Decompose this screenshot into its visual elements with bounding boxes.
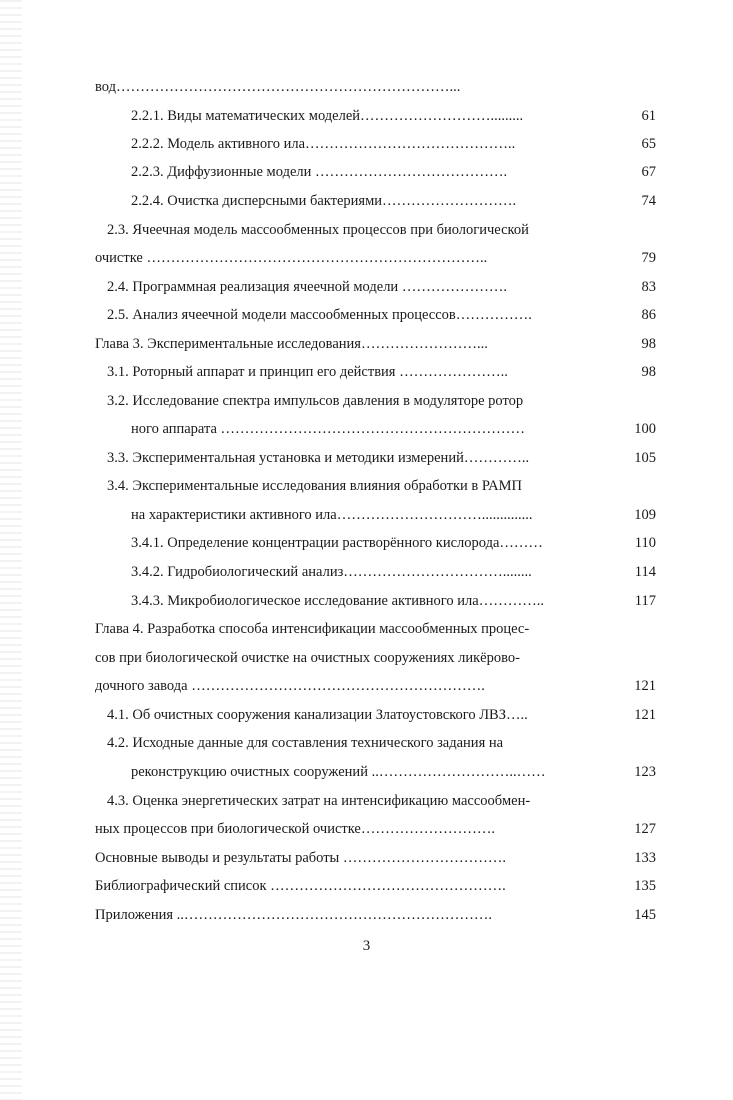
toc-entry-text: 4.1. Об очистных сооружения канализации Златоустовского ЛВЗ….. (107, 707, 528, 723)
toc-entry-page: 98 (641, 364, 656, 380)
toc-entry-page: 61 (641, 108, 656, 124)
toc-entry-text: очистке …………………………………………………………….. (95, 250, 488, 266)
toc-entry[interactable] (131, 133, 656, 155)
toc-entry[interactable] (131, 561, 656, 583)
toc-entry-page: 110 (634, 535, 656, 551)
toc-entry-text: Основные выводы и результаты работы ……………………………. (95, 850, 507, 866)
toc-entry[interactable] (107, 704, 656, 726)
toc-entry-page: 79 (641, 250, 656, 266)
toc-entry-page: 123 (634, 764, 656, 780)
toc-entry-text: на характеристики активного ила………………………….............. (131, 507, 533, 523)
toc-entry-text: Глава 3. Экспериментальные исследования……………………... (95, 336, 488, 352)
toc-entry-text: ного аппарата ……………………………………………………… (131, 421, 526, 437)
toc-entry[interactable] (131, 590, 656, 612)
toc-entry-text: 3.4.2. Гидробиологический анализ……………………………........ (131, 564, 532, 580)
toc-entry[interactable] (107, 447, 656, 469)
toc-entry-page: 67 (641, 164, 656, 180)
toc-line-text: 4.3. Оценка энергетических затрат на интенсификацию массообмен- (107, 793, 531, 809)
toc-entry-page: 133 (634, 850, 656, 866)
toc-line (0, 390, 733, 412)
toc-entry[interactable] (95, 675, 656, 697)
toc-entry[interactable] (95, 847, 656, 869)
toc-line (0, 219, 733, 241)
toc-line-text: 2.3. Ячеечная модель массообменных процессов при биологической (107, 222, 529, 238)
toc-entry-page: 127 (634, 821, 656, 837)
toc-entry-page: 98 (641, 336, 656, 352)
toc-entry-page: 135 (634, 878, 656, 894)
toc-line-text: 3.4. Экспериментальные исследования влияния обработки в РАМП (107, 478, 522, 494)
toc-entry-text: дочного завода ……………………………………………………. (95, 678, 485, 694)
toc-entry[interactable] (131, 532, 656, 554)
toc-entry[interactable] (131, 418, 656, 440)
toc-entry-text: реконструкцию очистных сооружений ..………………………..…… (131, 764, 546, 780)
toc-entry-text: Приложения ..………………………………………………………. (95, 907, 493, 923)
toc-entry-page: 100 (634, 421, 656, 437)
toc-entry-page: 121 (634, 707, 656, 723)
toc-entry-page: 74 (641, 193, 656, 209)
toc-entry[interactable] (95, 247, 656, 269)
toc-entry-page: 86 (641, 307, 656, 323)
toc-entry-text: Библиографический список …………………………………………. (95, 878, 506, 894)
toc-entry-text: 2.2.2. Модель активного ила…………………………………….. (131, 136, 516, 152)
toc-entry[interactable] (95, 333, 656, 355)
toc-entry-page: 121 (634, 678, 656, 694)
toc-entry-text: 3.3. Экспериментальная установка и методики измерений………….. (107, 450, 530, 466)
toc-entry[interactable] (95, 818, 656, 840)
toc-entry[interactable] (131, 504, 656, 526)
toc-entry-text: 2.5. Анализ ячеечной модели массообменных процессов……………. (107, 307, 532, 323)
toc-entry[interactable] (131, 105, 656, 127)
toc-entry-page: 105 (634, 450, 656, 466)
toc-line (0, 647, 733, 669)
toc-entry-text: 3.1. Роторный аппарат и принцип его действия ………………….. (107, 364, 508, 380)
toc-entry-page: 114 (634, 564, 656, 580)
toc-line-text: 3.2. Исследование спектра импульсов давления в модуляторе ротор (107, 393, 524, 409)
toc-entry-text: 2.2.3. Диффузионные модели …………………………………. (131, 164, 508, 180)
toc-entry-page: 145 (634, 907, 656, 923)
toc-entry[interactable] (95, 904, 656, 926)
toc-line-text: 4.2. Исходные данные для составления технического задания на (107, 735, 504, 751)
toc-line (0, 732, 733, 754)
toc-line (0, 76, 733, 98)
toc-entry[interactable] (107, 276, 656, 298)
toc-entry[interactable] (131, 761, 656, 783)
toc-entry-page: 83 (641, 279, 656, 295)
page-number: 3 (362, 938, 371, 954)
toc-line (0, 790, 733, 812)
toc-entry-page: 109 (634, 507, 656, 523)
toc-entry-text: 3.4.3. Микробиологическое исследование активного ила………….. (131, 593, 544, 609)
toc-entry-text: 2.2.4. Очистка дисперсными бактериями………………………. (131, 193, 517, 209)
toc-line-text: вод……………………………………………………………... (95, 79, 461, 95)
toc-entry[interactable] (131, 190, 656, 212)
toc-entry-text: 2.4. Программная реализация ячеечной модели …………………. (107, 279, 507, 295)
toc-line-text: Глава 4. Разработка способа интенсификации массообменных процес- (95, 621, 530, 637)
toc-entry-text: 3.4.1. Определение концентрации растворённого кислорода……… (131, 535, 543, 551)
scan-edge-artifact (0, 0, 22, 1100)
toc-entry-page: 65 (641, 136, 656, 152)
toc-entry[interactable] (95, 875, 656, 897)
toc-entry-page: 117 (634, 593, 656, 609)
toc-line-text: сов при биологической очистке на очистных сооружениях ликёрово- (95, 650, 520, 666)
toc-entry[interactable] (107, 361, 656, 383)
toc-line (0, 618, 733, 640)
toc-line (0, 475, 733, 497)
toc-entry[interactable] (131, 161, 656, 183)
toc-entry[interactable] (107, 304, 656, 326)
toc-entry-text: ных процессов при биологической очистке………………………. (95, 821, 495, 837)
toc-entry-text: 2.2.1. Виды математических моделей………………………......... (131, 108, 524, 124)
